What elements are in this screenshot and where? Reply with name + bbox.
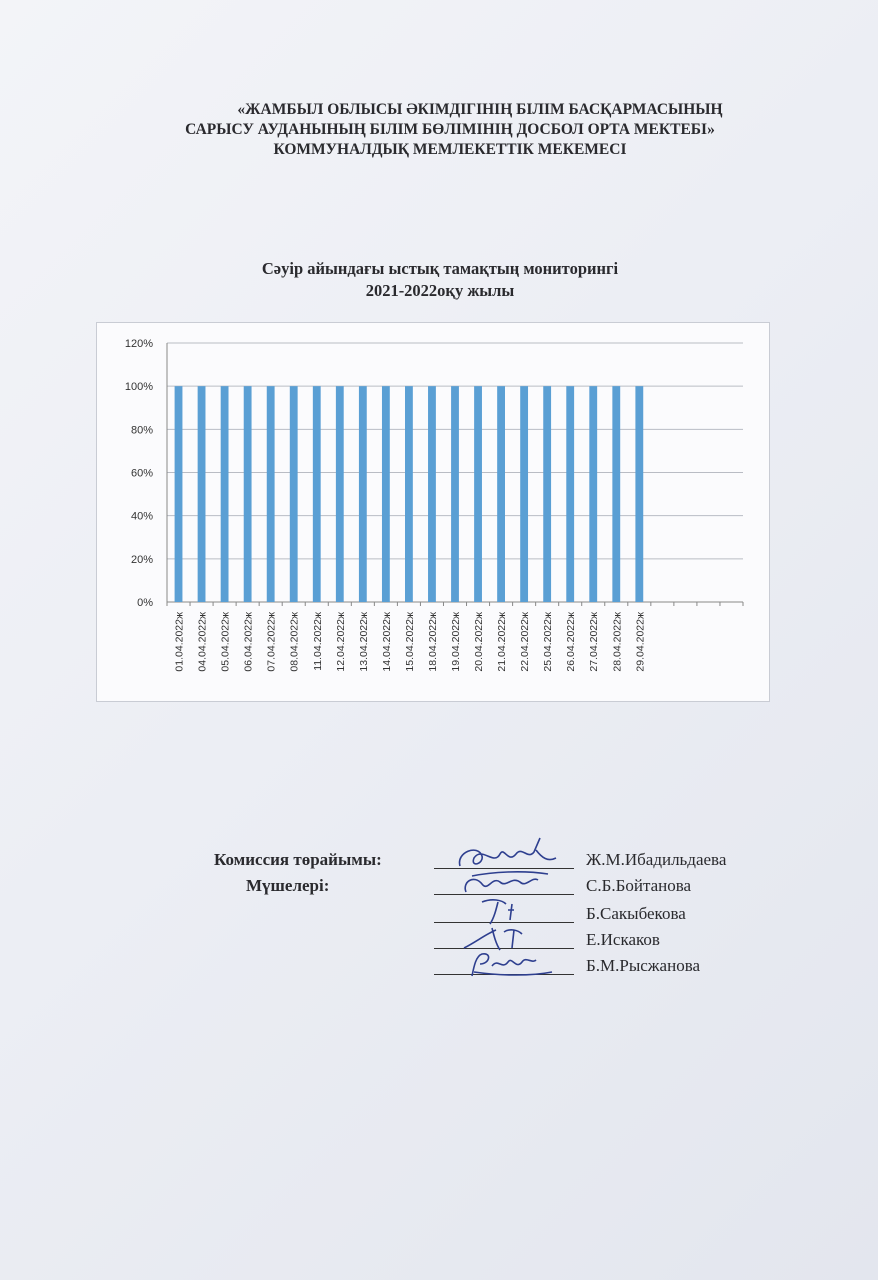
x-tick-label: 29.04.2022ж bbox=[634, 612, 647, 672]
y-tick-label: 100% bbox=[124, 381, 153, 394]
members-label: Мүшелері: bbox=[246, 876, 330, 895]
member-row bbox=[434, 956, 764, 980]
bar-chart-svg bbox=[97, 323, 769, 701]
x-tick-label: 14.04.2022ж bbox=[380, 612, 393, 672]
commission-block bbox=[0, 848, 878, 988]
bar bbox=[635, 386, 643, 602]
x-tick-label: 26.04.2022ж bbox=[565, 612, 578, 672]
y-tick-label: 40% bbox=[130, 510, 153, 523]
bar bbox=[589, 386, 597, 602]
monitoring-chart bbox=[96, 322, 770, 702]
x-tick-label: 05.04.2022ж bbox=[219, 612, 232, 672]
bar bbox=[520, 386, 528, 602]
y-tick-label: 20% bbox=[130, 553, 153, 566]
x-tick-label: 04.04.2022ж bbox=[196, 612, 209, 672]
y-tick-label: 0% bbox=[137, 597, 153, 609]
member-name: С.Б.Бойтанова bbox=[586, 876, 692, 895]
header-line-2: САРЫСУ АУДАНЫНЫҢ БІЛІМ БӨЛІМІНІҢ ДОСБОЛ ОРТА МЕКТЕБІ» bbox=[185, 121, 715, 138]
x-tick-label: 12.04.2022ж bbox=[334, 612, 347, 672]
x-tick-label: 11.04.2022ж bbox=[311, 612, 324, 671]
bar bbox=[336, 386, 344, 602]
bar bbox=[244, 386, 252, 602]
x-tick-label: 28.04.2022ж bbox=[611, 612, 624, 672]
bar bbox=[221, 386, 229, 602]
bar bbox=[566, 386, 574, 602]
bar bbox=[428, 386, 436, 602]
member-name: Ж.М.Ибадильдаева bbox=[586, 850, 727, 869]
x-tick-label: 18.04.2022ж bbox=[426, 612, 439, 672]
bar bbox=[198, 386, 206, 602]
header-line-3: КОММУНАЛДЫҚ МЕМЛЕКЕТТІК МЕКЕМЕСІ bbox=[273, 141, 627, 158]
bar bbox=[497, 386, 505, 602]
bar bbox=[612, 386, 620, 602]
document-title bbox=[140, 258, 740, 302]
member-name: Е.Искаков bbox=[586, 930, 660, 949]
x-tick-label: 22.04.2022ж bbox=[519, 612, 532, 672]
x-tick-label: 13.04.2022ж bbox=[357, 612, 370, 672]
bar bbox=[290, 386, 298, 602]
school-header bbox=[100, 100, 800, 160]
y-tick-label: 80% bbox=[130, 424, 153, 437]
bar bbox=[474, 386, 482, 602]
header-line-1: «ЖАМБЫЛ ОБЛЫСЫ ӘКІМДІГІНІҢ БІЛІМ БАСҚАРМАСЫНЫҢ bbox=[237, 101, 723, 118]
x-tick-label: 20.04.2022ж bbox=[473, 612, 486, 672]
chair-label: Комиссия төрайымы: bbox=[214, 850, 382, 869]
x-tick-label: 08.04.2022ж bbox=[288, 612, 301, 672]
bar bbox=[382, 386, 390, 602]
signature-image bbox=[452, 942, 562, 982]
x-tick-label: 15.04.2022ж bbox=[403, 612, 416, 672]
x-tick-label: 06.04.2022ж bbox=[242, 612, 255, 672]
x-tick-label: 07.04.2022ж bbox=[265, 612, 278, 672]
bar bbox=[267, 386, 275, 602]
member-name: Б.Сакыбекова bbox=[586, 904, 686, 923]
title-line-2: 2021-2022оқу жылы bbox=[365, 281, 515, 300]
x-tick-label: 19.04.2022ж bbox=[450, 612, 462, 672]
bar bbox=[405, 386, 413, 602]
member-name: Б.М.Рысжанова bbox=[586, 956, 701, 975]
x-tick-label: 21.04.2022ж bbox=[496, 612, 509, 672]
x-tick-label: 01.04.2022ж bbox=[173, 612, 186, 672]
bar bbox=[175, 386, 183, 602]
bar bbox=[359, 386, 367, 602]
y-tick-label: 120% bbox=[124, 338, 153, 350]
y-tick-label: 60% bbox=[130, 467, 153, 480]
title-line-1: Сәуір айындағы ыстық тамақтың мониторингі bbox=[261, 259, 619, 278]
x-tick-label: 27.04.2022ж bbox=[588, 612, 601, 672]
bar bbox=[543, 386, 551, 602]
bar bbox=[451, 386, 459, 602]
bar bbox=[313, 386, 321, 602]
x-tick-label: 25.04.2022ж bbox=[542, 612, 555, 672]
